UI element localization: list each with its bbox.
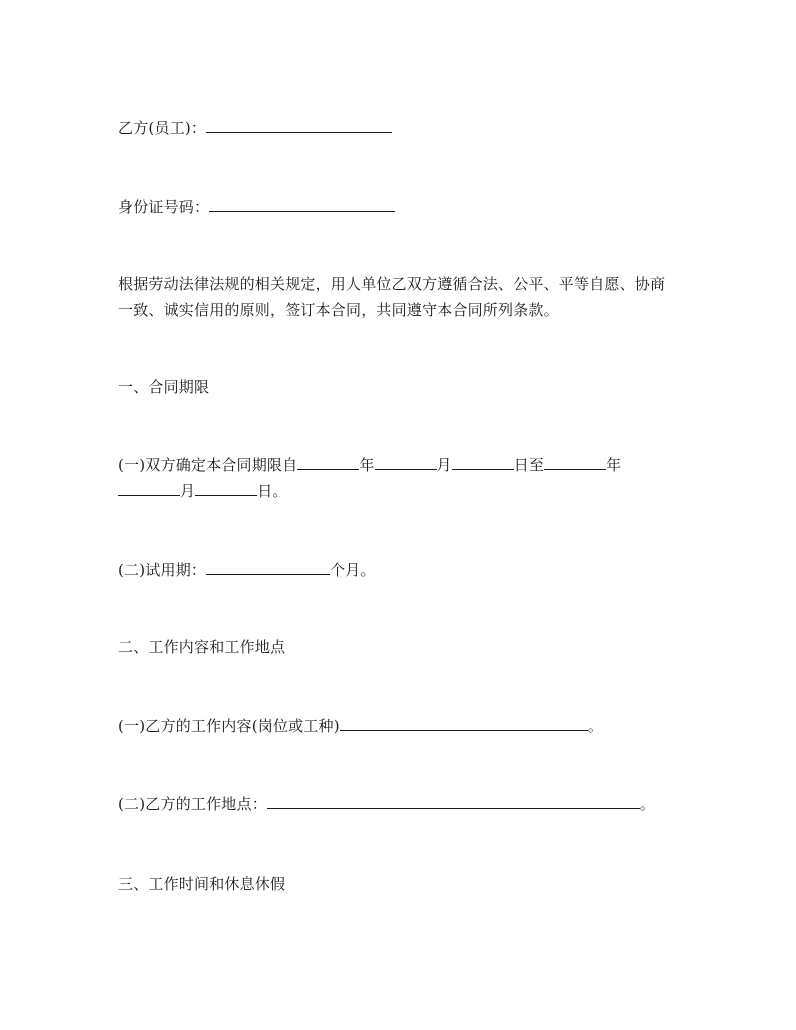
work-location-label: (二)乙方的工作地点： <box>118 795 267 813</box>
id-number-label: 身份证号码： <box>118 198 210 216</box>
start-year-blank[interactable] <box>297 454 359 470</box>
start-day-to: 日至 <box>513 456 545 474</box>
end-year-blank[interactable] <box>544 454 606 470</box>
end-month-blank[interactable] <box>118 480 180 496</box>
id-number-row <box>118 194 395 220</box>
contract-term-prefix: (一)双方确定本合同期限自 <box>118 456 298 474</box>
work-location-suffix: 。 <box>639 795 656 813</box>
party-b-label: 乙方(员工)： <box>118 119 207 137</box>
id-number-blank[interactable] <box>209 196 395 212</box>
start-day-blank[interactable] <box>452 454 514 470</box>
start-year-unit: 年 <box>359 456 375 474</box>
contract-term-row-1 <box>118 452 621 478</box>
work-content-label: (一)乙方的工作内容(岗位或工种) <box>118 717 340 735</box>
probation-row <box>118 557 376 583</box>
work-location-blank[interactable] <box>267 793 640 809</box>
start-month-blank[interactable] <box>375 454 437 470</box>
end-year-unit: 年 <box>606 456 622 474</box>
contract-term-row-2 <box>118 478 288 504</box>
section-3-title: 三、工作时间和休息休假 <box>118 875 286 893</box>
work-location-row <box>118 791 655 817</box>
probation-blank[interactable] <box>206 559 330 575</box>
start-month-unit: 月 <box>436 456 452 474</box>
work-content-suffix: 。 <box>587 717 604 735</box>
section-2-title: 二、工作内容和工作地点 <box>118 638 286 656</box>
probation-suffix: 个月。 <box>330 561 376 579</box>
preamble-line-1: 根据劳动法律法规的相关规定，用人单位乙双方遵循合法、公平、平等自愿、协商 <box>118 275 666 293</box>
section-1-title: 一、合同期限 <box>118 378 210 396</box>
work-content-row <box>118 713 603 739</box>
preamble-line-2: 一致、诚实信用的原则，签订本合同，共同遵守本合同所列条款。 <box>118 301 559 319</box>
end-day-unit: 日。 <box>257 482 288 500</box>
probation-label: (二)试用期： <box>118 561 207 579</box>
party-b-blank[interactable] <box>206 117 392 133</box>
party-b-row <box>118 115 392 141</box>
work-content-blank[interactable] <box>340 715 588 731</box>
end-month-unit: 月 <box>180 482 196 500</box>
end-day-blank[interactable] <box>195 480 257 496</box>
